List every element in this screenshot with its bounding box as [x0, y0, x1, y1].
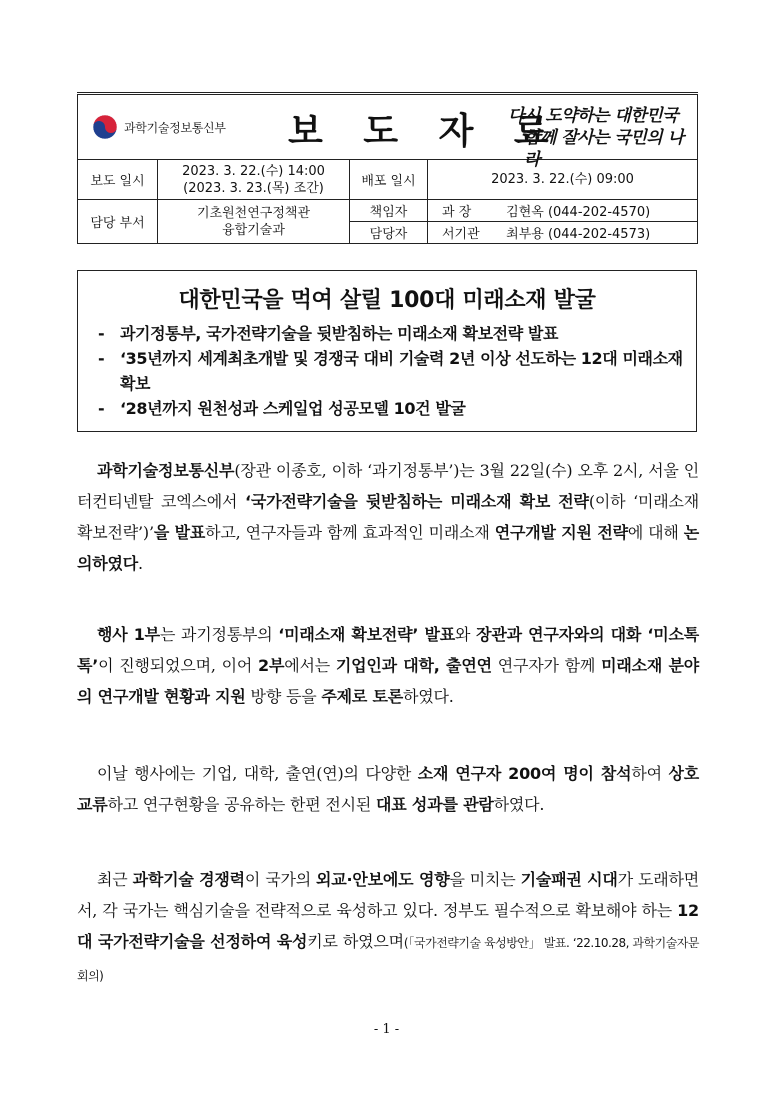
text: 에 대해 — [627, 523, 684, 542]
text: (이하 ‘미래소재 확보전략’)’ — [77, 492, 699, 542]
emphasis: 대표 성과를 관람 — [376, 795, 494, 814]
staff-role: 서기관 — [442, 227, 480, 242]
text: 가 도래하면서, 각 국가는 핵심기술을 전략적으로 육성하고 있다. 정부도 필수적으로 확보해야 하는 — [77, 870, 700, 920]
press-header-table — [77, 92, 698, 244]
staff-label: 담당자 — [350, 222, 428, 244]
text: 하고, 연구자들과 함께 효과적인 미래소재 — [205, 523, 495, 542]
emphasis: 12대 국가전략기술을 선정하여 육성 — [77, 901, 699, 951]
subtitle-text: 과기정통부, 국가전략기술을 뒷받침하는 미래소재 확보전략 발표 — [120, 324, 559, 343]
body-paragraph-1 — [77, 455, 699, 579]
distribute-value: 2023. 3. 22.(수) 09:00 — [428, 160, 698, 200]
main-title: 대한민국을 먹여 살릴 100대 미래소재 발굴 — [178, 288, 596, 313]
emphasis: 2부 — [258, 656, 285, 675]
release-embargo: (2023. 3. 23.(목) 조간) — [183, 180, 324, 196]
dash-bullet: - — [98, 324, 105, 343]
emphasis: 과학기술 경쟁력 — [132, 870, 245, 889]
subtitle-item — [98, 321, 688, 346]
release-value — [158, 160, 350, 200]
dash-bullet: - — [98, 349, 105, 368]
dept-label: 담당 부서 — [78, 200, 158, 244]
ministry-name: 과학기술정보통신부 — [124, 120, 226, 135]
emphasis: 논의하였다 — [77, 523, 699, 573]
subtitle-list — [98, 321, 688, 421]
dash-bullet: - — [98, 399, 105, 418]
subtitle-text: ‘28년까지 원천성과 스케일업 성공모델 10건 발굴 — [120, 399, 466, 418]
body-paragraph-4 — [77, 864, 699, 992]
text: 에서는 — [284, 656, 336, 675]
text: 하였다. — [493, 795, 545, 814]
dept-bureau: 기초원천연구정책관 — [196, 205, 311, 221]
text: 최근 — [97, 870, 133, 889]
text: 이날 행사에는 기업, 대학, 출연(연)의 다양한 — [97, 764, 418, 783]
subtitle-item — [98, 396, 688, 421]
subtitle-text: ‘35년까지 세계최초개발 및 경쟁국 대비 기술력 2년 이상 선도하는 12대 미래소재 확보 — [120, 349, 683, 393]
text: 방향 등을 — [245, 687, 322, 706]
text: 을 미치는 — [449, 870, 521, 889]
emphasis: 과학기술정보통신부 — [97, 461, 235, 480]
emphasis: 행사 1부 — [97, 625, 160, 644]
text: 이 국가의 — [244, 870, 317, 889]
emphasis: ‘미래소재 확보전략’ 발표 — [278, 625, 456, 644]
emphasis: 주제로 토론 — [321, 687, 404, 706]
reference-note: (「국가전략기술 육성방안」 발표. ‘22.10.28, 과학기술자문회의) — [77, 936, 699, 983]
text: 하여 — [631, 764, 669, 783]
slogan-line-2: 함께 잘사는 국민의 나라 — [524, 128, 684, 170]
text: (장관 이종호, 이하 ‘과기정통부’)는 3월 22일(수) 오후 2시, 서울 인터컨티넨탈 코엑스에서 — [77, 461, 699, 511]
emphasis: 기업인과 대학, 출연연 — [335, 656, 492, 675]
brand-row — [78, 94, 698, 160]
body-paragraph-2 — [77, 619, 699, 712]
manager-label: 책임자 — [350, 200, 428, 222]
page-number: - 1 - — [373, 1022, 400, 1037]
emphasis: 기술패권 시대 — [520, 870, 618, 889]
distribute-label: 배포 일시 — [350, 160, 428, 200]
press-title: 보 도 자 료 — [288, 110, 563, 152]
emphasis: 연구개발 지원 전략 — [494, 523, 628, 542]
manager-contact — [428, 200, 698, 222]
manager-role: 과 장 — [442, 205, 472, 220]
text: 이 진행되었으며, 이어 — [98, 656, 259, 675]
government-slogan — [508, 105, 698, 171]
headline-box — [77, 270, 697, 432]
staff-name-phone: 최부용 (044-202-4573) — [506, 227, 651, 242]
emphasis: 외교·안보에도 영향 — [316, 870, 450, 889]
text: 와 — [455, 625, 477, 644]
emphasis: 소재 연구자 200여 명이 참석 — [417, 764, 632, 783]
subtitle-item — [98, 346, 688, 396]
text: 는 과기정통부의 — [159, 625, 279, 644]
emphasis: 을 발표 — [153, 523, 206, 542]
emphasis: 상호 교류 — [77, 764, 700, 814]
text: . — [138, 554, 143, 573]
release-datetime: 2023. 3. 22.(수) 14:00 — [182, 163, 325, 179]
release-label: 보도 일시 — [78, 160, 158, 200]
emphasis: 미래소재 분야의 연구개발 현황과 지원 — [77, 656, 699, 706]
emphasis: ‘국가전략기술을 뒷받침하는 미래소재 확보 전략 — [245, 492, 589, 511]
body-paragraph-3 — [77, 758, 699, 820]
dept-division: 융합기술과 — [222, 222, 285, 238]
taegeuk-logo-icon — [92, 114, 118, 140]
slogan-line-1: 다시 도약하는 대한민국 — [508, 106, 679, 126]
dept-value — [158, 200, 350, 244]
manager-row — [78, 200, 698, 222]
text: 하였다. — [403, 687, 454, 706]
emphasis: 장관과 연구자와의 대화 ‘미소톡톡’ — [77, 625, 699, 675]
brand-cell — [78, 94, 698, 170]
manager-name-phone: 김현옥 (044-202-4570) — [506, 205, 651, 220]
text: 키로 하였으며 — [307, 932, 404, 951]
staff-contact — [428, 222, 698, 244]
text: 하고 연구현황을 공유하는 한편 전시된 — [107, 795, 377, 814]
text: 연구자가 함께 — [491, 656, 602, 675]
